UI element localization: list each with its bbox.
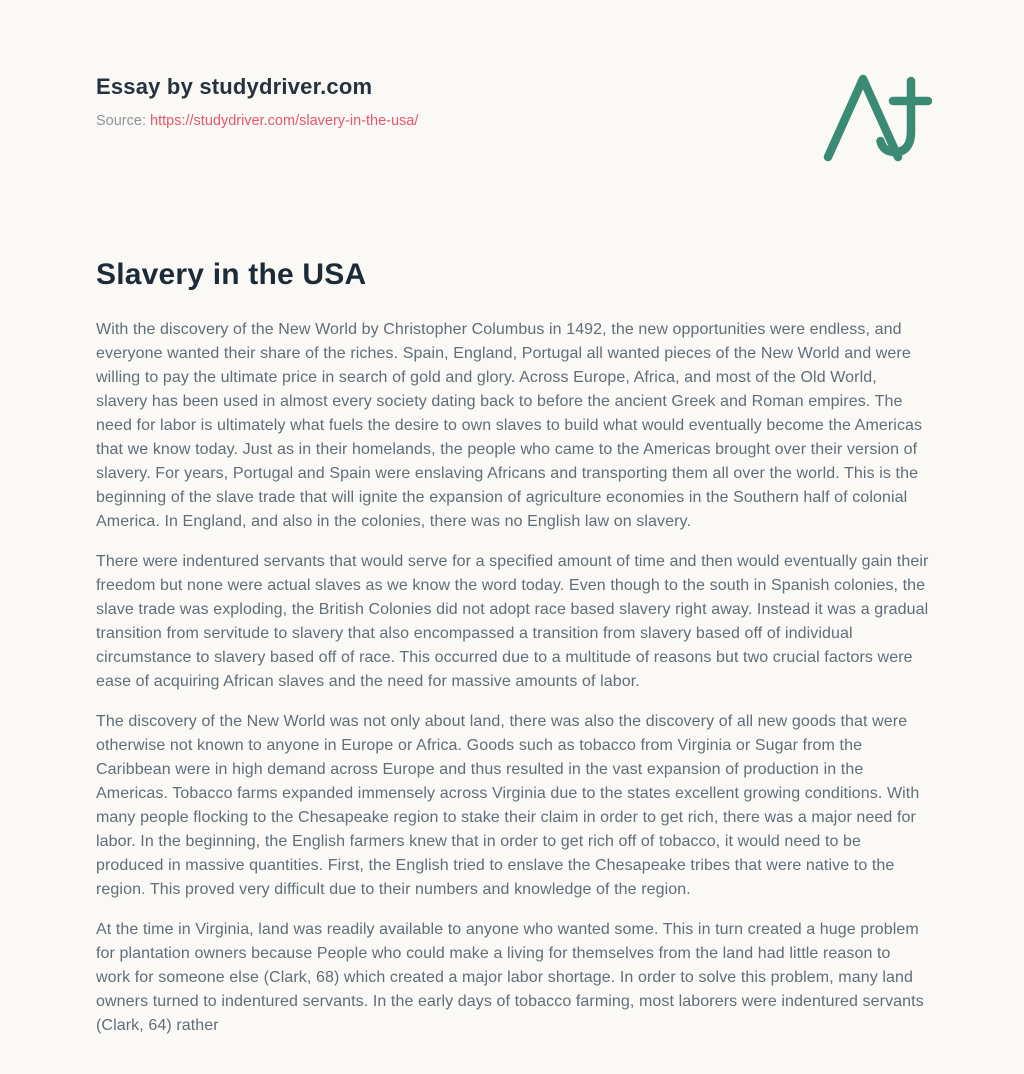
- header-byline-block: [96, 74, 418, 129]
- source-link[interactable]: https://studydriver.com/slavery-in-the-usa/: [150, 113, 419, 129]
- essay-paragraph: The discovery of the New World was not only about land, there was also the discovery of all new goods that were otherwise not known to anyone in Europe or Africa. Goods such as tobacco from Virginia or Sugar from the Caribbean were in high demand across Europe and thus resulted in the vast expansion of production in the Americas. Tobacco farms expanded immensely across Virginia due to the states excellent growing conditions. With many people flocking to the Chesapeake region to stake their claim in order to get rich, there was a major need for labor. In the beginning, the English farmers knew that in order to get rich off of tobacco, it would need to be produced in massive quantities. First, the English tried to enslave the Chesapeake tribes that were native to the region. This proved very difficult due to their numbers and knowledge of the region.: [96, 713, 920, 898]
- source-line: [96, 113, 418, 129]
- essay-paragraph: There were indentured servants that would serve for a specified amount of time and then would eventually gain their freedom but none were actual slaves as we know the word today. Even though to the south in Spanish colonies, the slave trade was exploding, the British Colonies did not adopt race based slavery right away. Instead it was a gradual transition from servitude to slavery that also encompassed a transition from slavery based off of individual circumstance to slavery based off of race. This occurred due to a multitude of reasons but two crucial factors were ease of acquiring African slaves and the need for massive amounts of labor.: [96, 553, 929, 690]
- essay-title: Slavery in the USA: [96, 258, 367, 291]
- page-header: [96, 74, 928, 162]
- essay-paragraph: With the discovery of the New World by Christopher Columbus in 1492, the new opportunities were endless, and everyone wanted their share of the riches. Spain, England, Portugal all wanted pieces of the New World and were willing to pay the ultimate price in search of gold and glory. Across Europe, Africa, and most of the Old World, slavery has been used in almost every society dating back to before the ancient Greek and Roman empires. The need for labor is ultimately what fuels the desire to own slaves to build what would eventually become the Americas that we know today. Just as in their homelands, the people who came to the Americas brought over their version of slavery. For years, Portugal and Spain were enslaving Africans and transporting them all over the world. This is the beginning of the slave trade that will ignite the expansion of agriculture economies in the Southern half of colonial America. In England, and also in the colonies, there was no English law on slavery.: [96, 321, 923, 530]
- essay-body: [96, 318, 929, 1038]
- studydriver-logo: [820, 70, 932, 162]
- byline: Essay by studydriver.com: [96, 74, 373, 99]
- studydriver-logo-icon: [820, 70, 932, 162]
- source-label: Source:: [96, 113, 146, 129]
- essay-paragraph: At the time in Virginia, land was readily available to anyone who wanted some. This in turn created a huge problem for plantation owners because People who could make a living for themselves from the land had little reason to work for someone else (Clark, 68) which created a major labor shortage. In order to solve this problem, many land owners turned to indentured servants. In the early days of tobacco farming, most laborers were indentured servants (Clark, 64) rather: [96, 921, 924, 1034]
